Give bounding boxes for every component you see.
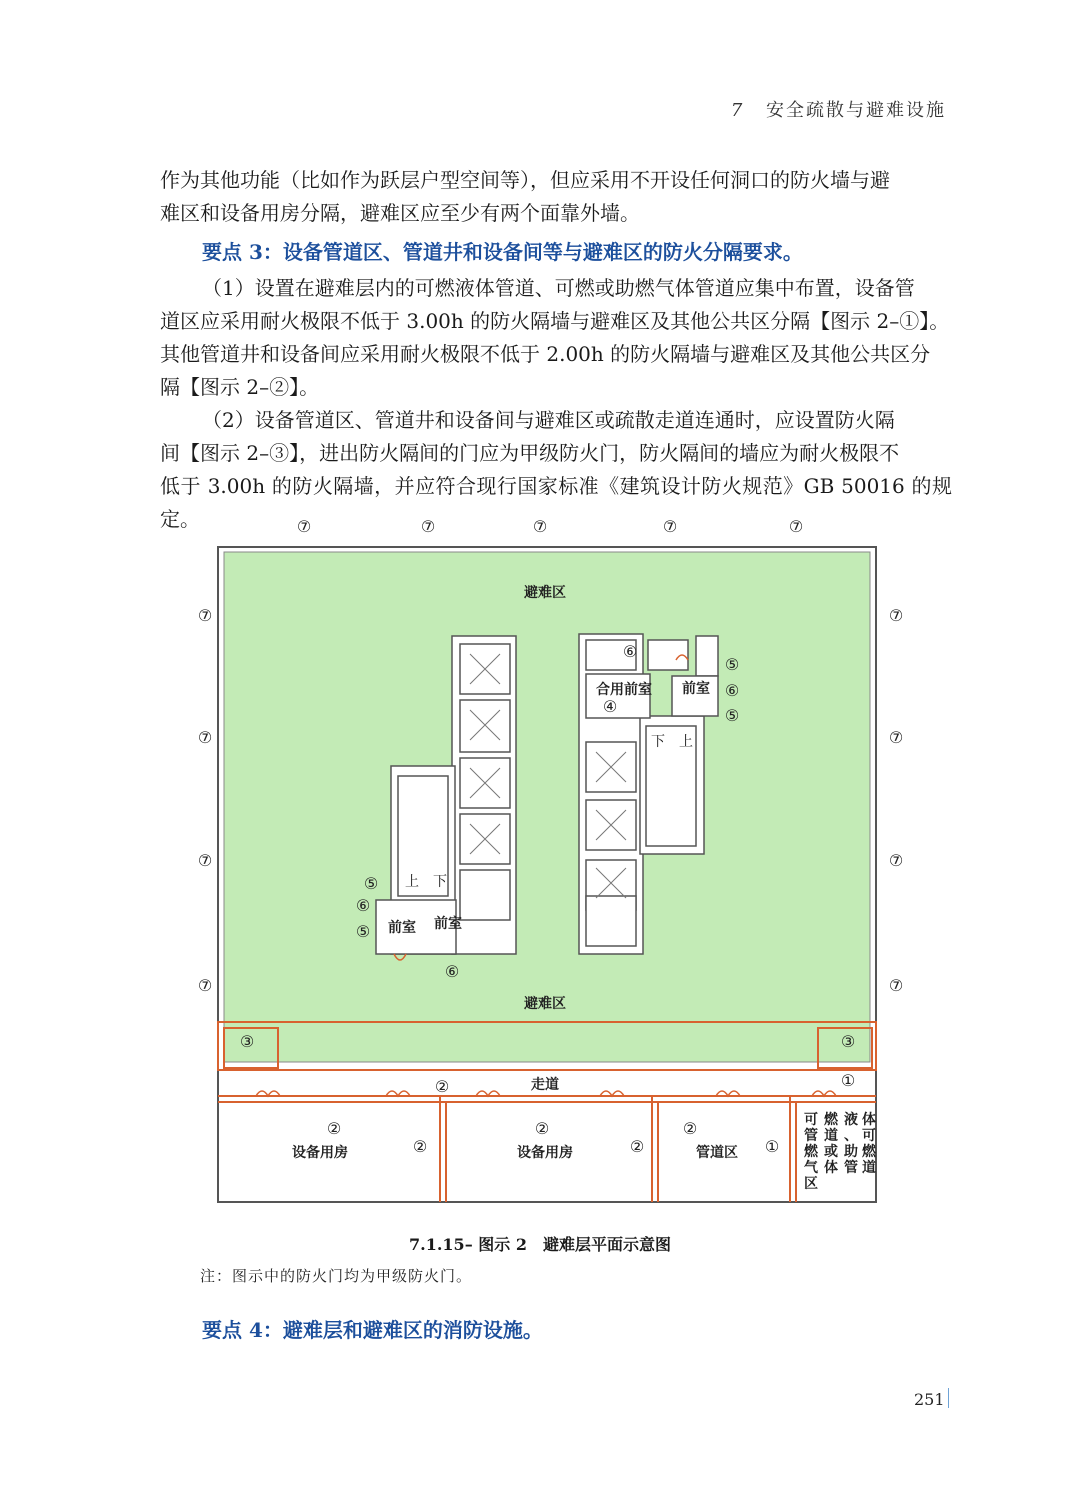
label-down-2: 下 xyxy=(651,734,665,750)
marker-7: ⑦ xyxy=(662,517,678,536)
marker-6: ⑥ xyxy=(355,896,371,915)
label-shared-front: 合用前室 xyxy=(596,682,652,698)
marker-6: ⑥ xyxy=(444,962,460,981)
refuge-area xyxy=(224,552,870,1062)
marker-7: ⑦ xyxy=(788,517,804,536)
label-down-1: 下 xyxy=(433,874,447,890)
marker-1: ① xyxy=(840,1071,856,1090)
marker-2: ② xyxy=(326,1119,342,1138)
marker-7: ⑦ xyxy=(420,517,436,536)
text-line: 隔【图示 2–②】。 xyxy=(160,375,320,399)
text-line: 其他管道井和设备间应采用耐火极限不低于 2.00h 的防火隔墙与避难区及其他公共区分 xyxy=(160,342,931,366)
marker-5: ⑤ xyxy=(724,655,740,674)
text-line: 道区应采用耐火极限不低于 3.00h 的防火隔墙与避难区及其他公共区分隔【图示 2–①】。 xyxy=(160,309,950,333)
marker-7: ⑦ xyxy=(888,976,904,995)
label-equip-2: 设备用房 xyxy=(517,1145,573,1161)
label-refuge-top: 避难区 xyxy=(524,585,566,601)
marker-2: ② xyxy=(412,1137,428,1156)
figure-caption: 7.1.15– 图示 2 避难层平面示意图 xyxy=(409,1235,671,1254)
text-line: 低于 3.00h 的防火隔墙，并应符合现行国家标准《建筑设计防火规范》GB 50016 的规定。 xyxy=(160,474,952,531)
running-header xyxy=(731,96,946,122)
figure-note: 注：图示中的防火门均为甲级防火门。 xyxy=(200,1267,473,1285)
marker-7: ⑦ xyxy=(197,976,213,995)
text-line: （1）设置在避难层内的可燃液体管道、可燃或助燃气体管道应集中布置，设备管 xyxy=(202,276,915,300)
chapter-title: 安全疏散与避难设施 xyxy=(766,100,946,121)
text-line: 间【图示 2–③】，进出防火隔间的门应为甲级防火门，防火隔间的墙应为耐火极限不 xyxy=(160,441,900,465)
pipe-zone-col4: 体可燃道 xyxy=(862,1112,876,1176)
text-line: 难区和设备用房分隔，避难区应至少有两个面靠外墙。 xyxy=(160,201,640,225)
marker-7: ⑦ xyxy=(296,517,312,536)
marker-7: ⑦ xyxy=(888,851,904,870)
label-equip-1: 设备用房 xyxy=(292,1145,348,1161)
marker-7: ⑦ xyxy=(888,606,904,625)
refuge-floor-plan xyxy=(0,510,1080,1220)
section-heading-3: 要点 3：设备管道区、管道井和设备间等与避难区的防火分隔要求。 xyxy=(202,240,803,264)
page-number: 251 xyxy=(914,1390,945,1409)
marker-5: ⑤ xyxy=(363,874,379,893)
marker-5: ⑤ xyxy=(355,922,371,941)
marker-7: ⑦ xyxy=(888,728,904,747)
marker-4: ④ xyxy=(602,697,618,716)
pipe-zone-col1: 可管燃气区 xyxy=(804,1112,818,1192)
marker-5: ⑤ xyxy=(724,706,740,725)
label-corridor: 走道 xyxy=(531,1077,559,1093)
text-line: （2）设备管道区、管道井和设备间与避难区或疏散走道连通时，应设置防火隔 xyxy=(202,408,895,432)
label-front-1: 前室 xyxy=(388,920,416,936)
marker-2: ② xyxy=(434,1077,450,1096)
label-pipe: 管道区 xyxy=(696,1145,738,1161)
marker-7: ⑦ xyxy=(532,517,548,536)
chapter-number: 7 xyxy=(730,100,745,121)
label-up-2: 上 xyxy=(679,734,693,750)
text-line: 作为其他功能（比如作为跃层户型空间等），但应采用不开设任何洞口的防火墙与避 xyxy=(160,168,890,192)
marker-6: ⑥ xyxy=(622,642,638,661)
label-front-3: 前室 xyxy=(682,681,710,697)
pipe-zone-col3: 液、助管 xyxy=(844,1112,858,1176)
pipe-zone-col2: 燃道或体 xyxy=(824,1112,838,1176)
marker-2: ② xyxy=(534,1119,550,1138)
section-heading-4: 要点 4：避难层和避难区的消防设施。 xyxy=(202,1318,543,1342)
page-number-bar xyxy=(948,1388,949,1408)
marker-7: ⑦ xyxy=(197,606,213,625)
label-front-2: 前室 xyxy=(434,916,462,932)
marker-1: ① xyxy=(764,1137,780,1156)
marker-7: ⑦ xyxy=(197,728,213,747)
marker-6: ⑥ xyxy=(724,681,740,700)
marker-7: ⑦ xyxy=(197,851,213,870)
marker-2: ② xyxy=(629,1137,645,1156)
marker-3: ③ xyxy=(239,1032,255,1051)
paragraph-2 xyxy=(160,272,952,404)
marker-3: ③ xyxy=(840,1032,856,1051)
label-refuge-bottom: 避难区 xyxy=(524,996,566,1012)
label-up-1: 上 xyxy=(405,874,419,890)
marker-2: ② xyxy=(682,1119,698,1138)
paragraph-1 xyxy=(160,164,952,230)
